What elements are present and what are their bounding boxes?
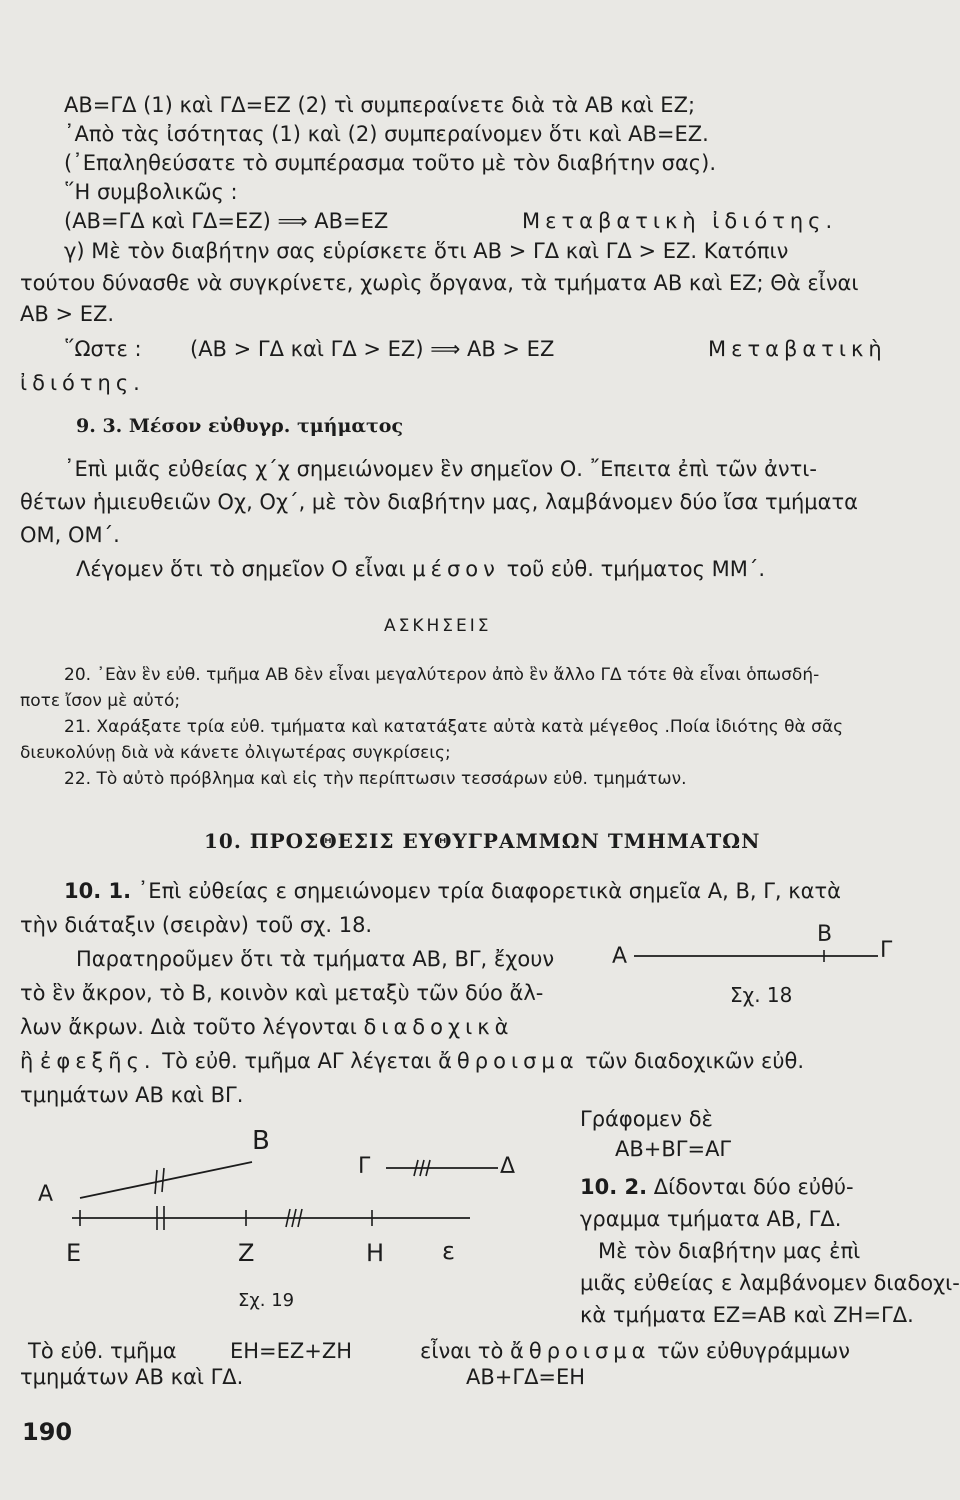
text-line: ἰδιότης. [20, 371, 145, 395]
text-line: τὴν διάταξιν (σειρὰν) τοῦ σχ. 18. [20, 913, 373, 937]
section-heading: 9. 3. Μέσον εὐθυγρ. τμήματος [76, 415, 404, 437]
text-line: τὸ ἓν ἄκρον, τὸ Β, κοινὸν καὶ μεταξὺ τῶν δύο ἄλ- [20, 981, 544, 1005]
subsection-number: 10. 1. [64, 879, 132, 903]
fig19-label-a: Α [38, 1182, 54, 1207]
text-line: τμημάτων ΑΒ καὶ ΓΔ. [20, 1365, 244, 1389]
text-span: ἢ [20, 1049, 34, 1073]
exercises-heading: ΑΣΚΗΣΕΙΣ [384, 616, 492, 636]
fig19-label-z: Ζ [238, 1239, 255, 1267]
spaced-term: διαδοχικὰ [363, 1015, 514, 1039]
fig18-caption: Σχ. 18 [730, 983, 793, 1007]
text-line: (ΑΒ > ΓΔ καὶ ΓΔ > ΕΖ) ⟹ ΑΒ > ΕΖ [190, 337, 555, 361]
text-line: θέτων ἡμιευθειῶν Οχ, Οχ΄, μὲ τὸν διαβήτην μας, λαμβάνομεν δύο ἴσα τμήματα [20, 490, 858, 514]
text-line: ῞Η συμβολικῶς : [64, 180, 238, 204]
text-line: ΑΒ=ΓΔ (1) καὶ ΓΔ=ΕΖ (2) τὶ συμπεραίνετε διὰ τὰ ΑΒ καὶ ΕΖ; [64, 93, 696, 117]
fig19-label-d: Δ [500, 1154, 516, 1179]
text-line: γ) Μὲ τὸν διαβήτην σας εὑρίσκετε ὅτι ΑΒ > ΓΔ καὶ ΓΔ > ΕΖ. Κατόπιν [64, 239, 789, 263]
text-line: Μὲ τὸν διαβήτην μας ἐπὶ [598, 1239, 861, 1263]
text-line: ῞Ωστε : [64, 337, 142, 361]
text-line: Παρατηροῦμεν ὅτι τὰ τμήματα ΑΒ, ΒΓ, ἔχουν [76, 947, 555, 971]
formula: ΑΒ+ΒΓ=ΑΓ [615, 1137, 732, 1161]
spaced-term: ἐφεξῆς. [40, 1049, 156, 1073]
spaced-term: μέσον [412, 557, 500, 581]
text-line: τμημάτων ΑΒ καὶ ΒΓ. [20, 1083, 244, 1107]
text-span: λων ἄκρων. Διὰ τοῦτο λέγονται [20, 1015, 357, 1039]
fig19-label-eps: ε [442, 1237, 455, 1265]
fig19-label-b: Β [252, 1126, 270, 1156]
text-line: τούτου δύνασθε νὰ συγκρίνετε, χωρὶς ὄργανα, τὰ τμήματα ΑΒ καὶ ΕΖ; Θὰ εἶναι [20, 271, 859, 295]
text-line: ΑΒ > ΕΖ. [20, 302, 115, 326]
fig19-segment-ab [80, 1162, 252, 1198]
text-span: Δίδονται δύο εὐθύ- [653, 1175, 854, 1199]
text-span: εἶναι τὸ [420, 1339, 504, 1363]
text-span: ᾿Επὶ εὐθείας ε σημειώνομεν τρία διαφορετικὰ σημεῖα Α, Β, Γ, κατὰ [137, 879, 841, 903]
text-line: Μεταβατικὴ ἰδιότης. [522, 209, 838, 233]
text-line: Γράφομεν δὲ [580, 1107, 713, 1131]
fig19-tick [162, 1168, 164, 1192]
exercise-line: ποτε ἴσον μὲ αὐτό; [20, 691, 181, 711]
exercise-line: 20. ᾿Εὰν ἓν εὐθ. τμῆμα ΑΒ δὲν εἶναι μεγαλύτερον ἀπὸ ἓν ἄλλο ΓΔ τότε θὰ εἶναι ὁπωσδή- [64, 665, 820, 685]
fig19-label-g: Γ [358, 1154, 371, 1179]
text-span: τοῦ εὐθ. τμήματος ΜΜ΄. [506, 557, 766, 581]
spaced-term: ἄθροισμα [438, 1049, 579, 1073]
text-span: Λέγομεν ὅτι τὸ σημεῖον Ο εἶναι [76, 557, 406, 581]
text-line: Μεταβατικὴ [708, 337, 887, 361]
text-span: τῶν διαδοχικῶν εὐθ. [585, 1049, 805, 1073]
text-line: Τὸ εὐθ. τμῆμα [28, 1339, 177, 1363]
text-span: Τὸ εὐθ. τμῆμα ΑΓ λέγεται [162, 1049, 432, 1073]
text-line: γραμμα τμήματα ΑΒ, ΓΔ. [580, 1207, 842, 1231]
fig19-label-e: Ε [66, 1239, 82, 1267]
text-line: κὰ τμήματα ΕΖ=ΑΒ καὶ ΖΗ=ΓΔ. [580, 1303, 914, 1327]
exercise-line: διευκολύνῃ διὰ νὰ κάνετε ὀλιγωτέρας συγκρίσεις; [20, 743, 451, 763]
fig18-label-a: Α [612, 944, 628, 969]
fig19-tick [155, 1170, 157, 1194]
exercise-line: 22. Τὸ αὐτὸ πρόβλημα καὶ εἰς τὴν περίπτωσιν τεσσάρων εὐθ. τμημάτων. [64, 769, 687, 789]
page-number: 190 [22, 1418, 73, 1446]
text-line: ᾿Απὸ τὰς ἰσότητας (1) καὶ (2) συμπεραίνομεν ὅτι καὶ ΑΒ=ΕΖ. [64, 122, 709, 146]
text-line: ΟΜ, ΟΜ΄. [20, 523, 120, 547]
section-heading: 10. ΠΡΟΣΘΕΣΙΣ ΕΥΘΥΓΡΑΜΜΩΝ ΤΜΗΜΑΤΩΝ [204, 829, 761, 853]
fig19-caption: Σχ. 19 [238, 1290, 295, 1311]
fig19-label-h: Η [366, 1239, 385, 1267]
text-line: μιᾶς εὐθείας ε λαμβάνομεν διαδοχι- [580, 1271, 960, 1295]
text-line: ᾿Επὶ μιᾶς εὐθείας χ΄χ σημειώνομεν ἓν σημεῖον Ο. ῎Επειτα ἐπὶ τῶν ἀντι- [64, 457, 817, 481]
spaced-term: ἄθροισμα [510, 1339, 651, 1363]
text-line: (᾿Επαληθεύσατε τὸ συμπέρασμα τοῦτο μὲ τὸν διαβήτην σας). [64, 151, 717, 175]
formula: ΕΗ=ΕΖ+ΖΗ [230, 1339, 353, 1363]
text-span: τῶν εὐθυγράμμων [657, 1339, 850, 1363]
subsection-number: 10. 2. [580, 1175, 648, 1199]
fig18-label-b: Β [817, 922, 833, 947]
exercise-line: 21. Χαράξατε τρία εὐθ. τμήματα καὶ κατατάξατε αὐτὰ κατὰ μέγεθος .Ποία ἰδιότης θὰ σᾶς [64, 717, 844, 737]
fig18-label-g: Γ [880, 938, 893, 963]
formula: ΑΒ+ΓΔ=ΕΗ [466, 1365, 586, 1389]
text-line: (ΑΒ=ΓΔ καὶ ΓΔ=ΕΖ) ⟹ ΑΒ=ΕΖ [64, 209, 389, 233]
